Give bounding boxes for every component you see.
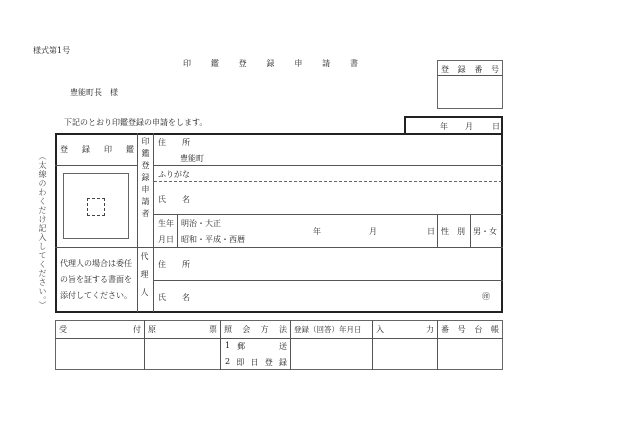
divider [470,214,471,247]
label-char: 住 [158,260,166,269]
divider [153,280,503,281]
label-char: 受 [59,325,67,334]
label-char: 氏 [158,293,166,302]
proxy-address-label [158,259,190,270]
intro-text: 下記のとおり印鑑登録の申請をします。 [64,118,208,127]
furigana-divider [154,181,502,182]
address-label [158,137,190,148]
seal-guide-mark [87,198,105,216]
gender-label [441,226,465,237]
divider [137,133,138,312]
note-line: 添付してください。 [60,291,132,300]
divider [372,320,373,370]
label-char: 照 [224,325,232,334]
label-char: 郵 [237,342,246,351]
note-line: 代理人の場合は委任 [60,259,132,268]
label-char: 原 [148,325,156,334]
form-title [183,58,358,69]
birth-month-label: 月 [369,227,377,236]
label-char: 名 [182,195,190,204]
label-char: 1 [225,341,231,350]
label-char: 2 [225,357,231,366]
label-char: 鑑 [126,145,134,154]
side-note: （太線のわくだけ記入してください。） [38,152,47,310]
note-line: の旨を証する書面を [60,275,132,284]
divider [55,165,138,166]
title-char: 申 [294,59,303,68]
label-char: 号 [490,65,499,74]
divider [177,214,178,247]
label-char: 録 [82,145,90,154]
divider [55,247,503,248]
divider [290,320,291,370]
gender-options[interactable]: 男・女 [473,227,497,236]
label-char: 登 [60,145,68,154]
addressee: 豊能町長 様 [70,88,118,97]
header-number-ledger [441,324,499,335]
label-char: 付 [133,325,141,334]
label-char: 別 [457,227,465,236]
birth-label: 月日 [158,235,174,244]
registration-number-label [441,64,499,75]
label-char: 番 [441,325,449,334]
title-char: 登 [238,59,247,68]
label-char: 台 [474,325,483,334]
label-char: 録 [457,65,466,74]
divider [437,75,503,76]
label-char: 性 [441,227,449,236]
label-char: 送 [279,342,287,351]
date-year-label: 年 [440,122,448,131]
divider [153,214,503,215]
label-char: 入 [376,325,384,334]
label-char: 日 [250,358,259,367]
label-char: 方 [260,325,269,334]
label-char: 即 [236,358,245,367]
applicant-label: 印鑑登録申請者 [141,137,150,221]
proxy-name-label [158,292,190,303]
proxy-note [60,256,132,304]
divider [153,165,503,166]
label-char: 録 [278,358,287,367]
era-option[interactable]: 明治・大正 [181,219,221,228]
seal-label [60,144,134,155]
divider [153,133,154,312]
form-number: 様式第1号 [33,46,71,55]
divider [220,320,221,370]
label-char: 号 [457,325,466,334]
birth-year-label: 年 [313,227,321,236]
label-char: 印 [104,145,112,154]
birth-day-label: 日 [427,227,435,236]
era-option[interactable]: 昭和・平成・西暦 [181,235,245,244]
date-month-label: 月 [465,122,473,131]
header-input [376,324,434,335]
date-day-label: 日 [492,122,500,131]
method-mail[interactable] [225,341,287,352]
label-char: 氏 [158,195,166,204]
title-char: 請 [322,59,331,68]
header-inquiry-method [224,324,287,335]
divider [437,214,438,247]
proxy-label: 代理人 [140,252,149,306]
header-reception [59,324,141,335]
label-char: 所 [182,260,190,269]
name-label [158,194,190,205]
label-char: 住 [158,138,166,147]
address-prefill[interactable]: 豊能町 [180,154,204,163]
divider [144,320,145,370]
label-char: 法 [278,325,287,334]
label-char: 登 [441,65,449,74]
method-same-day[interactable] [225,357,287,368]
title-char: 鑑 [210,59,219,68]
label-char: 票 [209,325,217,334]
label-char: 会 [242,325,251,334]
title-char: 書 [349,59,358,68]
divider [437,320,438,370]
title-char: 印 [183,59,191,68]
header-registration-date: 登録（回答）年月日 [294,325,362,334]
header-original [148,324,217,335]
label-char: 名 [182,293,190,302]
title-char: 録 [266,59,275,68]
seal-mark: ㊞ [482,292,490,301]
label-char: 力 [426,325,434,334]
furigana-label: ふりがな [158,170,190,179]
label-char: 番 [474,65,483,74]
label-char: 登 [264,358,273,367]
divider [55,338,503,339]
label-char: 帳 [490,325,499,334]
label-char: 所 [182,138,190,147]
birth-label: 生年 [158,219,174,228]
